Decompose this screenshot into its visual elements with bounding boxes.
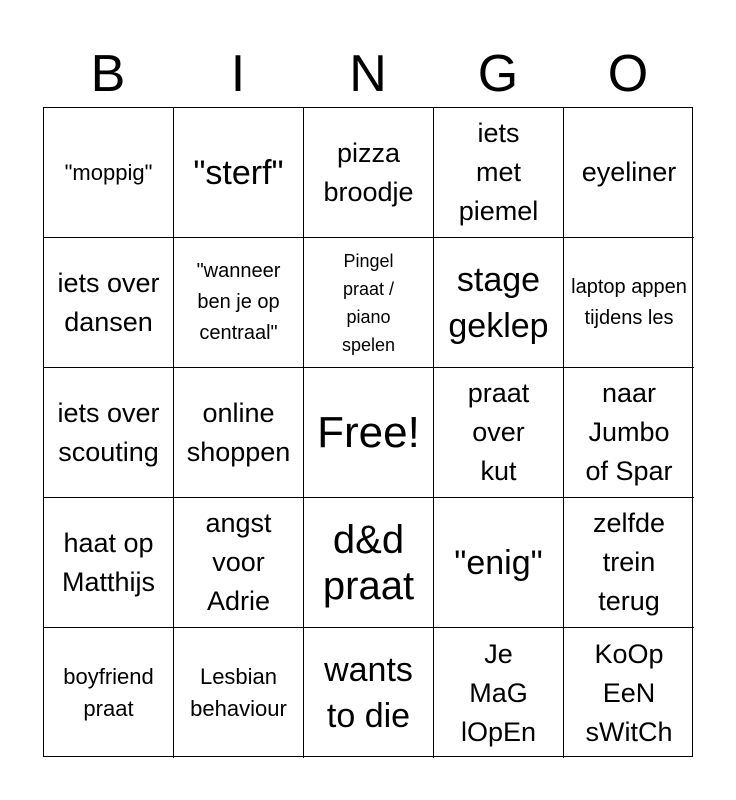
header-letter-o: O [607, 45, 649, 103]
bingo-cell[interactable] [564, 368, 694, 498]
cell-text: zelfde trein terug [592, 508, 666, 616]
bingo-header [43, 40, 693, 108]
cell-text: online shoppen [186, 397, 291, 467]
header-letter-n: N [349, 45, 387, 103]
bingo-cell[interactable] [44, 108, 174, 238]
cell-text: Lesbian behaviour [190, 664, 287, 721]
bingo-cell[interactable] [434, 498, 564, 628]
cell-text: angst voor Adrie [205, 508, 272, 616]
cell-text: haat op Matthijs [61, 527, 156, 597]
cell-text: wants to die [324, 651, 413, 735]
cell-text: "enig" [454, 543, 543, 582]
cell-text: eyeliner [581, 157, 677, 187]
bingo-cell[interactable] [304, 238, 434, 368]
bingo-cell[interactable] [44, 498, 174, 628]
header-letter-g: G [477, 45, 519, 103]
cell-text: iets over dansen [57, 267, 160, 337]
cell-text: naar Jumbo of Spar [585, 378, 673, 486]
cell-text: praat over kut [467, 378, 530, 486]
cell-text: "wanneer ben je op centraal" [196, 260, 281, 344]
bingo-cell[interactable] [174, 498, 304, 628]
bingo-cell[interactable] [434, 368, 564, 498]
cell-text: d&d praat [322, 517, 415, 608]
bingo-cell[interactable] [174, 108, 304, 238]
bingo-cell[interactable] [304, 628, 434, 758]
bingo-cell[interactable] [564, 628, 694, 758]
cell-text: Je MaG lOpEn [460, 638, 537, 747]
cell-text: stage geklep [448, 260, 549, 345]
bingo-cell[interactable] [304, 108, 434, 238]
cell-text: Pingel praat / piano spelen [341, 250, 396, 355]
bingo-cell[interactable] [434, 108, 564, 238]
cell-text: pizza broodje [323, 137, 414, 207]
cell-text: "sterf" [193, 153, 284, 192]
free-space-label: Free! [317, 407, 420, 457]
bingo-cell[interactable] [564, 108, 694, 238]
bingo-cell[interactable] [44, 628, 174, 758]
bingo-cell[interactable] [174, 628, 304, 758]
bingo-cell[interactable] [304, 368, 434, 498]
bingo-cell[interactable] [434, 238, 564, 368]
bingo-cell[interactable] [564, 498, 694, 628]
bingo-cell[interactable] [304, 498, 434, 628]
cell-text: KoOp EeN sWitCh [585, 638, 673, 747]
cell-text: "moppig" [64, 159, 153, 185]
bingo-cell[interactable] [564, 238, 694, 368]
bingo-cell[interactable] [44, 238, 174, 368]
bingo-cell[interactable] [174, 368, 304, 498]
cell-text: iets met piemel [458, 118, 539, 226]
cell-text: iets over scouting [57, 397, 160, 467]
cell-text: boyfriend praat [63, 664, 154, 721]
bingo-grid [43, 107, 693, 757]
bingo-cell[interactable] [434, 628, 564, 758]
bingo-cell[interactable] [44, 368, 174, 498]
cell-text: laptop appen tijdens les [571, 275, 687, 329]
bingo-cell[interactable] [174, 238, 304, 368]
header-letter-b: B [90, 45, 126, 103]
header-letter-i: I [230, 45, 246, 103]
